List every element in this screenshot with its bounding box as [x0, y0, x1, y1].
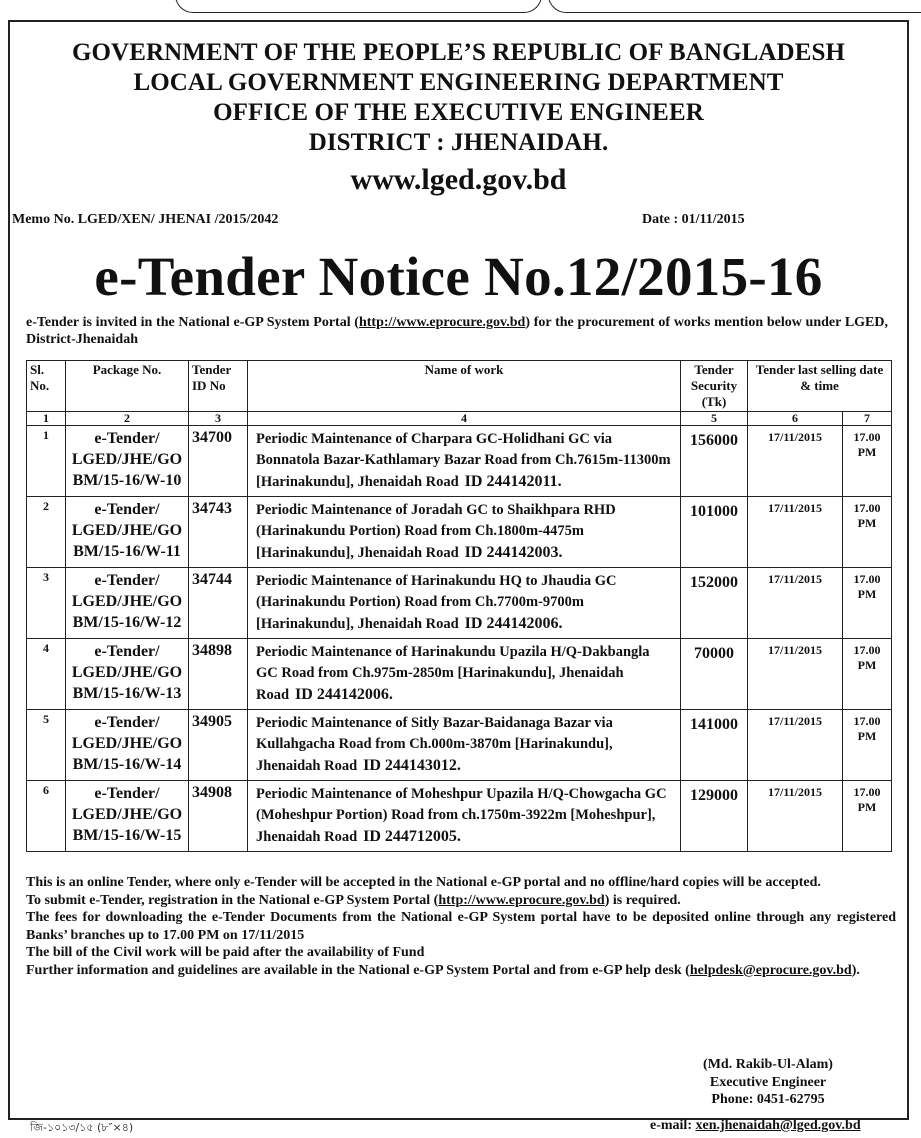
cell-work [248, 710, 681, 781]
memo-date: Date : 01/11/2015 [642, 212, 745, 227]
cell-work [248, 781, 681, 852]
term-online-only: This is an online Tender, where only e-Tender will be accepted in the National e-GP portal and no offline/hard copies will be accepted. [26, 875, 821, 890]
term-registration-after: ) is required. [604, 892, 681, 908]
cell-security: 101000 [681, 497, 748, 568]
col-number: 7 [843, 412, 892, 426]
cell-package [66, 710, 189, 781]
header-line-1: GOVERNMENT OF THE PEOPLE’S REPUBLIC OF BANGLADESH [71, 39, 846, 66]
work-id: ID 244142006. [464, 615, 563, 632]
newspaper-date-tab [175, 0, 542, 13]
terms-section [26, 874, 896, 980]
signatory-name: (Md. Rakib-Ul-Alam) [703, 1057, 833, 1072]
notice-header [10, 38, 907, 200]
work-id: ID 244142011. [464, 473, 562, 490]
cell-time: 17.00 PM [843, 639, 892, 710]
header-line-4: DISTRICT : JHENAIDAH. [308, 129, 609, 156]
package-line: e-Tender/ [94, 714, 160, 731]
cell-work [248, 568, 681, 639]
cell-security: 70000 [681, 639, 748, 710]
term-helpdesk [26, 962, 896, 980]
cell-security: 156000 [681, 426, 748, 497]
term-bill: The bill of the Civil work will be paid after the availability of Fund [26, 945, 425, 961]
col-header-tender-id: Tender ID No [189, 361, 248, 412]
cell-security: 129000 [681, 781, 748, 852]
cell-date: 17/11/2015 [748, 426, 843, 497]
table-header-row [27, 361, 892, 412]
table-row [27, 568, 892, 639]
cell-sl: 6 [27, 781, 66, 852]
cell-package [66, 568, 189, 639]
work-description: Periodic Maintenance of Harinakundu Upazila H/Q-Dakbangla GC Road from Ch.975m-2850m [Harinakundu], Jhenaidah Road [256, 644, 650, 703]
work-description: Periodic Maintenance of Sitly Bazar-Baidanaga Bazar via Kullahgacha Road from Ch.000m-3870m [Harinakundu], Jhenaidah Road [256, 715, 613, 774]
package-line: LGED/JHE/GO [71, 522, 183, 539]
cell-sl: 4 [27, 639, 66, 710]
work-id: ID 244712005. [363, 828, 461, 845]
cell-tender-id: 34898 [189, 639, 248, 710]
work-description: Periodic Maintenance of Moheshpur Upazila H/Q-Chowgacha GC (Moheshpur Portion) Road from ch.1750m-3922m [Moheshpur], Jhenaidah Road [256, 786, 667, 845]
package-line: e-Tender/ [94, 501, 160, 518]
col-number: 3 [189, 412, 248, 426]
work-description: Periodic Maintenance of Charpara GC-Holidhani GC via Bonnatola Bazar-Kathlamary Bazar Road from Ch.7615m-11300m [Harinakundu], Jhenaidah Road [256, 431, 671, 490]
header-website: www.lged.gov.bd [350, 163, 567, 196]
eprocure-link-terms[interactable]: http://www.eprocure.gov.bd [438, 892, 605, 908]
cell-tender-id: 34700 [189, 426, 248, 497]
cell-date: 17/11/2015 [748, 781, 843, 852]
notice-frame [8, 20, 909, 1134]
term-registration-before: To submit e-Tender, registration in the National e-GP System Portal ( [26, 892, 439, 908]
cell-date: 17/11/2015 [748, 710, 843, 781]
col-number: 4 [248, 412, 681, 426]
table-row [27, 497, 892, 568]
col-header-work: Name of work [248, 361, 681, 412]
package-line: BM/15-16/W-12 [72, 614, 182, 631]
signatory-email-row [650, 1118, 861, 1134]
cell-time: 17.00 PM [843, 497, 892, 568]
work-description: Periodic Maintenance of Joradah GC to Shaikhpara RHD (Harinakundu Portion) Road from Ch.1800m-4475m [Harinakundu], Jhenaidah Road [256, 502, 616, 561]
package-line: LGED/JHE/GO [71, 806, 183, 823]
cell-package [66, 781, 189, 852]
signature-block [650, 1056, 886, 1109]
work-id: ID 244143012. [363, 757, 461, 774]
cell-time: 17.00 PM [843, 568, 892, 639]
term-fees: The fees for downloading the e-Tender Documents from the National e-GP System portal have to be deposited online through any registered Banks’ branches up to 17.00 PM on 17/11/2015 [26, 910, 896, 943]
cell-package [66, 639, 189, 710]
footer-code: জি-১০১৩/১৫ (৮″×৪) [30, 1121, 134, 1134]
package-line: LGED/JHE/GO [71, 593, 183, 610]
work-id: ID 244142006. [295, 686, 393, 703]
table-column-number-row [27, 412, 892, 426]
signatory-designation: Executive Engineer [709, 1074, 827, 1090]
cell-date: 17/11/2015 [748, 639, 843, 710]
package-line: LGED/JHE/GO [71, 664, 183, 681]
package-line: BM/15-16/W-14 [72, 756, 182, 773]
cell-work [248, 426, 681, 497]
newspaper-top-strip [0, 0, 921, 14]
memo-row [12, 212, 872, 228]
intro-text-after: ) for the procurement of works mention below under LGED, District-Jhenaidah [26, 315, 888, 347]
package-line: e-Tender/ [94, 643, 160, 660]
term-registration [26, 892, 896, 910]
cell-tender-id: 34905 [189, 710, 248, 781]
package-line: LGED/JHE/GO [71, 451, 183, 468]
package-line: e-Tender/ [94, 785, 160, 802]
cell-package [66, 426, 189, 497]
cell-tender-id: 34908 [189, 781, 248, 852]
work-description: Periodic Maintenance of Harinakundu HQ to Jhaudia GC (Harinakundu Portion) Road from Ch.7700m-9700m [Harinakundu], Jhenaidah Road [256, 573, 617, 632]
cell-time: 17.00 PM [843, 710, 892, 781]
intro-paragraph [26, 314, 888, 348]
table-row [27, 781, 892, 852]
package-line: BM/15-16/W-10 [72, 472, 182, 489]
cell-time: 17.00 PM [843, 426, 892, 497]
cell-work [248, 639, 681, 710]
col-number: 5 [681, 412, 748, 426]
memo-number: Memo No. LGED/XEN/ JHENAI /2015/2042 [12, 212, 279, 227]
cell-package [66, 497, 189, 568]
email-label: e-mail: [650, 1118, 696, 1133]
header-line-2: LOCAL GOVERNMENT ENGINEERING DEPARTMENT [133, 69, 784, 96]
cell-sl: 1 [27, 426, 66, 497]
col-header-sl: Sl. No. [27, 361, 66, 412]
notice-title: e-Tender Notice No.12/2015-16 [94, 246, 823, 307]
package-line: BM/15-16/W-13 [72, 685, 182, 702]
cell-date: 17/11/2015 [748, 497, 843, 568]
col-header-last-selling: Tender last selling date & time [748, 361, 892, 412]
cell-date: 17/11/2015 [748, 568, 843, 639]
work-id: ID 244142003. [464, 544, 563, 561]
cell-work [248, 497, 681, 568]
package-line: LGED/JHE/GO [71, 735, 183, 752]
tender-rows [27, 426, 892, 852]
package-line: e-Tender/ [94, 430, 160, 447]
col-header-package: Package No. [66, 361, 189, 412]
col-number: 6 [748, 412, 843, 426]
table-row [27, 639, 892, 710]
package-line: e-Tender/ [94, 572, 160, 589]
package-line: BM/15-16/W-11 [73, 543, 181, 560]
eprocure-link[interactable]: http://www.eprocure.gov.bd [358, 315, 526, 330]
newspaper-name-tab [548, 0, 921, 13]
cell-sl: 5 [27, 710, 66, 781]
cell-security: 152000 [681, 568, 748, 639]
table-row [27, 426, 892, 497]
term-helpdesk-before: Further information and guidelines are available in the National e-GP System Portal and from e-GP help desk ( [26, 962, 690, 978]
cell-tender-id: 34744 [189, 568, 248, 639]
tender-table [26, 360, 892, 852]
term-helpdesk-after: ). [851, 962, 860, 978]
cell-sl: 3 [27, 568, 66, 639]
cell-time: 17.00 PM [843, 781, 892, 852]
col-number: 1 [27, 412, 66, 426]
header-line-3: OFFICE OF THE EXECUTIVE ENGINEER [213, 99, 704, 126]
intro-text-before: e-Tender is invited in the National e-GP System Portal ( [26, 315, 359, 330]
cell-tender-id: 34743 [189, 497, 248, 568]
cell-sl: 2 [27, 497, 66, 568]
helpdesk-email-link[interactable]: helpdesk@eprocure.gov.bd [689, 962, 852, 978]
package-line: BM/15-16/W-15 [72, 827, 182, 844]
signatory-email-link[interactable]: xen.jhenaidah@lged.gov.bd [695, 1118, 861, 1133]
signatory-phone: Phone: 0451-62795 [711, 1092, 825, 1108]
table-row [27, 710, 892, 781]
col-header-security: Tender Security (Tk) [681, 361, 748, 412]
cell-security: 141000 [681, 710, 748, 781]
col-number: 2 [66, 412, 189, 426]
